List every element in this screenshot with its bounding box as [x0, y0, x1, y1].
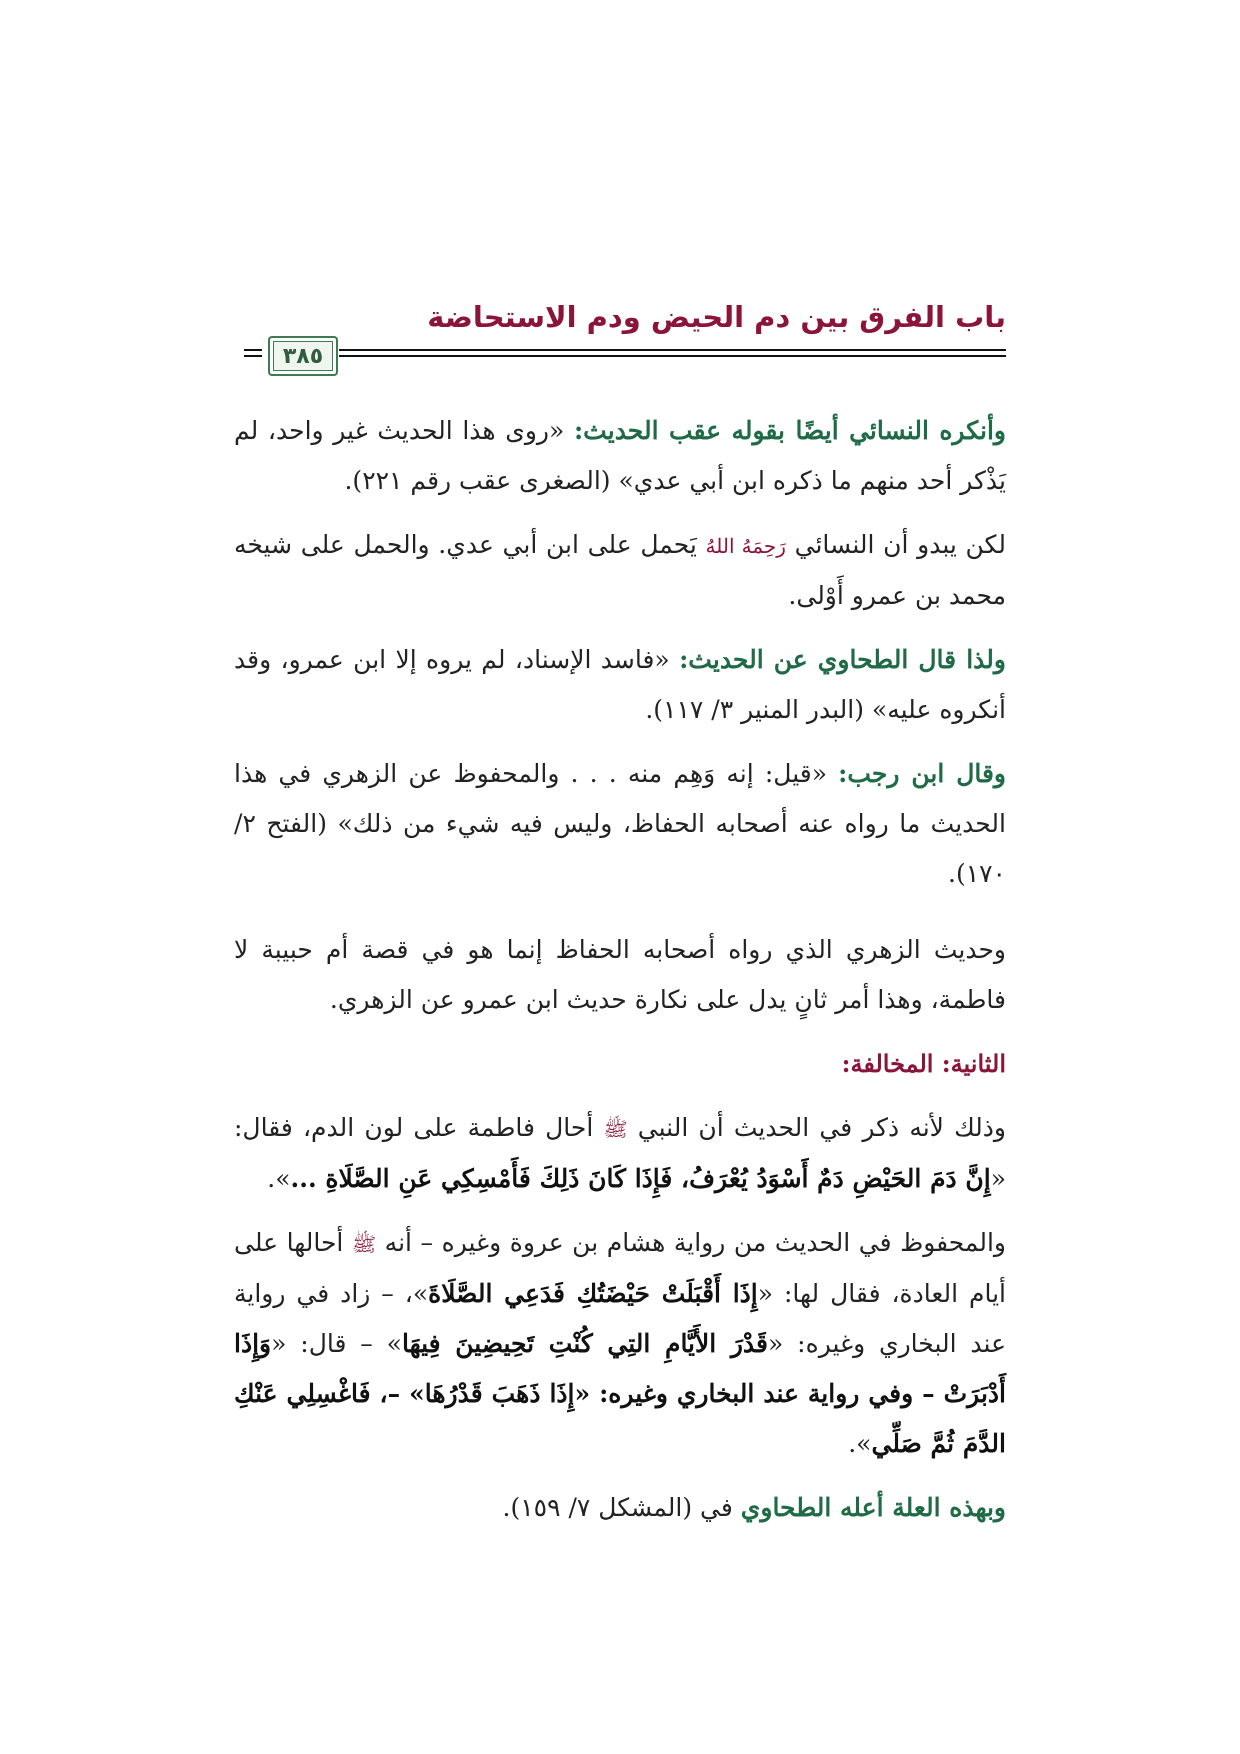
honorific: رَحِمَهُ اللهُ	[705, 534, 786, 558]
paragraph-text: وذلك لأنه ذكر في الحديث أن النبي	[627, 1113, 1006, 1142]
paragraph-text: «قيل: إنه وَهِم منه . . . والمحفوظ عن الزهري في هذا الحديث ما رواه عنه أصحابه الحفاظ، وليس فيه شيء من ذلك» (الفتح ٢/ ١٧٠).	[234, 759, 1006, 888]
paragraph-text: في (المشكل ٧/ ١٥٩).	[502, 1493, 741, 1522]
header-rule-left-bottom	[244, 355, 262, 357]
paragraph-text: أحال فاطمة على لون الدم، فقال: «	[234, 1113, 1006, 1193]
chapter-title: باب الفرق بين دم الحيض ودم الاستحاضة	[427, 300, 1006, 334]
paragraph-text: ».	[267, 1164, 291, 1193]
paragraph-nasai	[234, 406, 1006, 506]
paragraph-conclusion	[234, 1483, 1006, 1533]
section-heading: الثانية: المخالفة:	[841, 1049, 1006, 1078]
page-number: ٣٨٥	[282, 343, 324, 369]
paragraph-zuhri	[234, 925, 1006, 1025]
paragraph-text: وحديث الزهري الذي رواه أصحابه الحفاظ إنما هو في قصة أم حبيبة لا فاطمة، وهذا أمر ثانٍ يدل على نكارة حديث ابن عمرو عن الزهري.	[234, 935, 1006, 1014]
header-rule-bottom	[339, 355, 1006, 357]
paragraph-color	[234, 1103, 1006, 1204]
page-number-frame	[268, 336, 338, 376]
paragraph-tahawi	[234, 635, 1006, 735]
paragraph-lead: ولذا قال الطحاوي عن الحديث:	[679, 645, 1006, 674]
honorific: ﷺ	[603, 1117, 628, 1141]
paragraph-text: والمحفوظ في الحديث من رواية هشام بن عروة وغيره – أنه	[376, 1228, 1006, 1257]
paragraph-comment	[234, 520, 1006, 621]
honorific: ﷺ	[351, 1232, 377, 1256]
paragraph-text: يَحمل على ابن أبي عدي. والحمل على شيخه محمد بن عمرو أَوْلى.	[234, 530, 1006, 610]
paragraph-text: لكن يبدو أن النسائي	[785, 530, 1006, 559]
paragraph-lead: وأنكره النسائي أيضًا بقوله عقب الحديث:	[573, 416, 1006, 445]
paragraph-text: ».	[848, 1429, 872, 1458]
paragraph-preserved	[234, 1218, 1006, 1469]
hadith-quote: قَدْرَ الأَيَّامِ التِي كُنْتِ تَحِيضِينَ فِيهَا	[401, 1329, 768, 1358]
hadith-quote: إِنَّ دَمَ الحَيْضِ دَمٌ أَسْوَدُ يُعْرَفُ، فَإِذَا كَانَ ذَلِكَ فَأَمْسِكِي عَنِ الصَّلَاةِ ...	[290, 1164, 991, 1193]
paragraph-lead: وبهذه العلة أعله الطحاوي	[740, 1493, 1006, 1522]
paragraph-text: «فاسد الإسناد، لم يروه إلا ابن عمرو، وقد أنكروه عليه» (البدر المنير ٣/ ١١٧).	[234, 645, 1006, 724]
page-header	[244, 292, 1006, 382]
paragraph-ibn-rajab	[234, 749, 1006, 899]
paragraph-text: أحالها على أيام العادة، فقال لها: «	[234, 1228, 1006, 1308]
paragraph-lead: وقال ابن رجب:	[838, 759, 1006, 788]
hadith-quote: وَإِذَا أَدْبَرَتْ – وفي رواية عند البخاري وغيره: «إِذَا ذَهَبَ قَدْرُهَا» –، فَاغْسِلِي عَنْكِ الدَّمَ ثُمَّ صَلِّي	[234, 1329, 1006, 1458]
paragraph-text: » – قال: «	[271, 1329, 402, 1358]
page-body	[234, 406, 1006, 1547]
hadith-quote: إِذَا أَقْبَلَتْ حَيْضَتُكِ فَدَعِي الصَّلَاةَ	[428, 1279, 758, 1308]
header-rule-top	[339, 349, 1006, 351]
paragraph-text: «روى هذا الحديث غير واحد، لم يَذْكر أحد منهم ما ذكره ابن أبي عدي» (الصغرى عقب رقم ٢٢١).	[234, 416, 1006, 495]
header-rule-left-top	[244, 349, 262, 351]
paragraph-text: »، – زاد في رواية عند البخاري وغيره: «	[234, 1279, 1007, 1358]
